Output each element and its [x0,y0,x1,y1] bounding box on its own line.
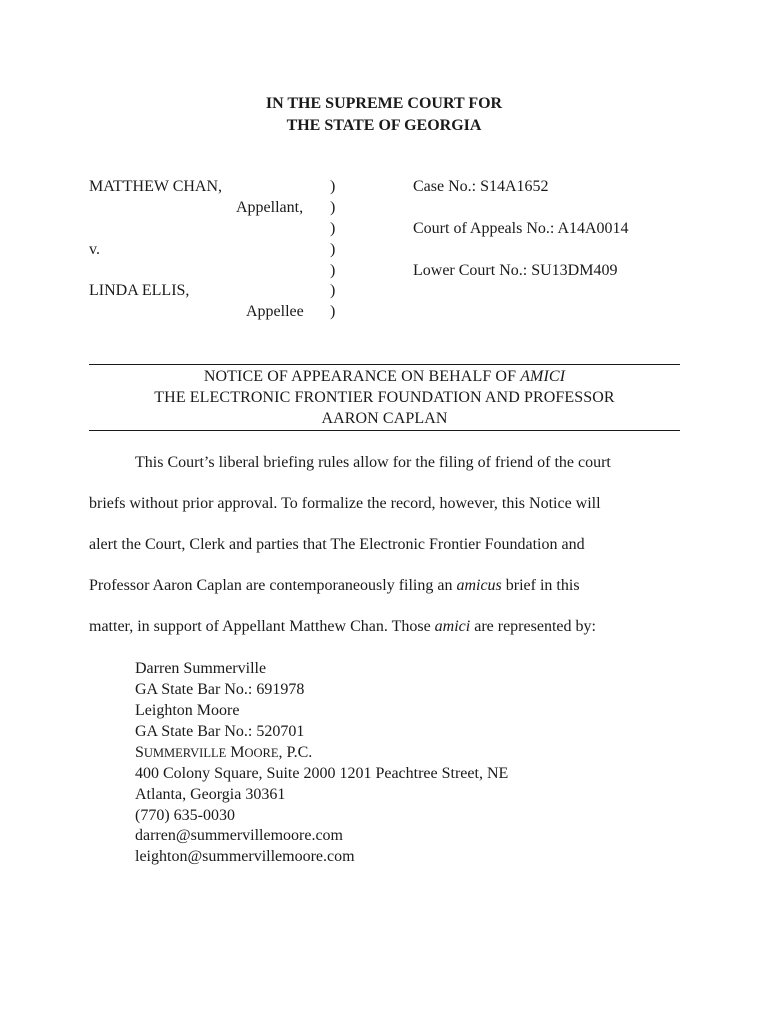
notice-heading-text: NOTICE OF APPEARANCE ON BEHALF OF [203,368,521,385]
appellee-role: Appellee [246,303,304,320]
counsel-bar-number: GA State Bar No.: 520701 [135,723,305,740]
firm-name [135,743,312,764]
counsel-bar-number: GA State Bar No.: 691978 [135,681,305,698]
body-text: brief in this [501,577,580,594]
caption-paren: ) [330,303,336,320]
caption-paren: ) [330,199,336,216]
appellee-name: LINDA ELLIS, [89,282,190,299]
firm-name-text: M [230,744,245,761]
appellant-name: MATTHEW CHAN, [89,178,223,195]
body-line: This Court’s liberal briefing rules allow for the filing of friend of the court [135,454,611,471]
body-line: alert the Court, Clerk and parties that The Electronic Frontier Foundation and [89,536,585,553]
body-text-italic: amicus [456,577,502,594]
firm-name-text: S [135,744,144,761]
body-text-italic: amici [434,618,471,635]
caption-paren: ) [330,178,336,195]
counsel-email: leighton@summervillemoore.com [135,848,355,865]
body-text: Professor Aaron Caplan are contemporaneously filing an [89,577,457,594]
caption-paren: ) [330,282,336,299]
notice-heading-line2: THE ELECTRONIC FRONTIER FOUNDATION AND PROFESSOR [154,389,615,406]
firm-phone: (770) 635-0030 [135,807,235,824]
appellant-role: Appellant, [236,199,304,216]
firm-name-text: UMMERVILLE [143,746,227,760]
counsel-email: darren@summervillemoore.com [135,827,343,844]
body-text: are represented by: [470,618,596,635]
notice-heading-amici: AMICI [520,368,566,385]
heading-rule-bottom [89,430,680,431]
body-line [89,575,580,597]
court-title-line2: THE STATE OF GEORGIA [286,117,482,134]
body-line [89,616,596,638]
caption-paren: ) [330,220,336,237]
court-title-line1: IN THE SUPREME COURT FOR [265,95,503,112]
firm-name-text: OORE [244,746,279,760]
body-line: briefs without prior approval. To formalize the record, however, this Notice will [89,495,601,512]
caption-paren: ) [330,241,336,258]
body-text: matter, in support of Appellant Matthew Chan. Those [89,618,435,635]
firm-city: Atlanta, Georgia 30361 [135,786,286,803]
firm-address: 400 Colony Square, Suite 2000 1201 Peachtree Street, NE [135,765,509,782]
versus: v. [89,241,100,258]
court-of-appeals-number: Court of Appeals No.: A14A0014 [413,220,629,237]
firm-name-text: , P.C. [278,744,313,761]
counsel-name: Darren Summerville [135,660,267,677]
notice-heading-line1 [89,366,680,387]
notice-heading-line3: AARON CAPLAN [321,410,448,427]
case-number: Case No.: S14A1652 [413,178,549,195]
heading-rule-top [89,364,680,365]
lower-court-number: Lower Court No.: SU13DM409 [413,262,618,279]
caption-paren: ) [330,262,336,279]
counsel-name: Leighton Moore [135,702,240,719]
